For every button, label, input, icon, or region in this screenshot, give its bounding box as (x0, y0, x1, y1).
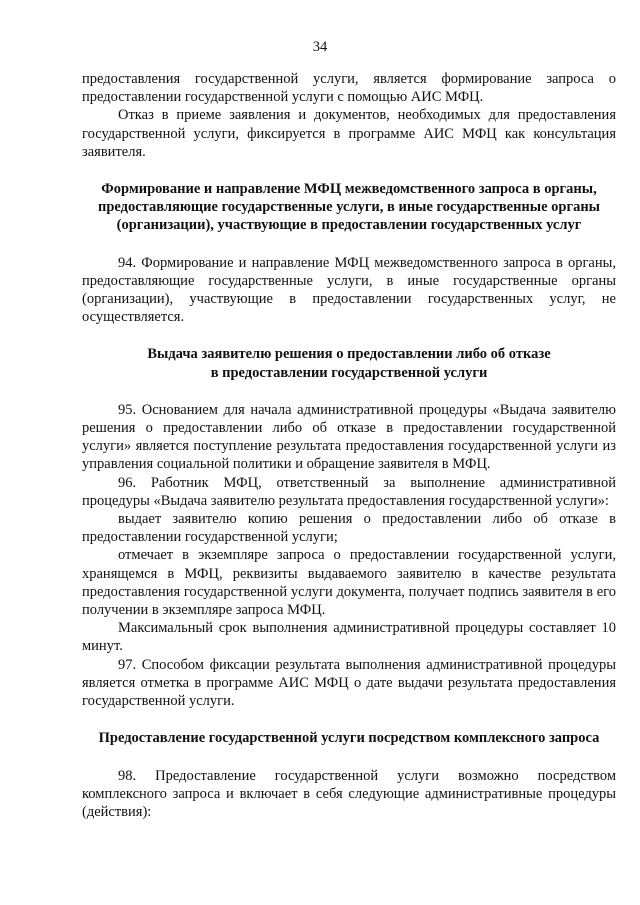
paragraph-97: 97. Способом фиксации результата выполнения административной процедуры является отметка в программе АИС МФЦ о дате выдачи результата предоставления государственной услуги. (82, 656, 616, 710)
section-heading-issuing-decision (82, 345, 616, 381)
paragraph-96-records-details: отмечает в экземпляре запроса о предоставлении государственной услуги, хранящемся в МФЦ, реквизиты выдаваемого заявителю в качестве результата предоставления государственной услуги документа, получает подпись заявителя в его получении в экземпляре запроса МФЦ. (82, 547, 616, 619)
page-content (82, 70, 616, 821)
paragraph-continuation: предоставления государственной услуги, является формирование запроса о предоставлении государственной услуги с помощью АИС МФЦ. (82, 71, 616, 106)
page-number: 34 (312, 39, 328, 55)
paragraph-94: 94. Формирование и направление МФЦ межведомственного запроса в органы, предоставляющие государственные услуги, в иные государственные органы (организации), участвующие в предоставлении государственных услуг, не осуществляется. (82, 254, 616, 326)
paragraph-96-issues-copy: выдает заявителю копию решения о предоставлении либо об отказе в предоставлении государственной услуги; (82, 511, 616, 546)
section-heading-interagency-request: Формирование и направление МФЦ межведомственного запроса в органы, предоставляющие государственные услуги, в иные государственные органы (организации), участвующие в предоставлении государственных услуг (97, 181, 600, 234)
paragraph-98: 98. Предоставление государственной услуги возможно посредством комплексного запроса и включает в себя следующие административные процедуры (действия): (82, 767, 616, 820)
section-heading-complex-request: Предоставление государственной услуги посредством комплексного запроса (98, 730, 600, 747)
paragraph-96-max-time: Максимальный срок выполнения административной процедуры составляет 10 минут. (82, 620, 616, 655)
paragraph-refusal-consultation: Отказ в приеме заявления и документов, необходимых для предоставления государственной услуги, фиксируется в программе АИС МФЦ как консультация заявителя. (82, 107, 616, 160)
paragraph-95: 95. Основанием для начала административной процедуры «Выдача заявителю решения о предоставлении либо об отказе в предоставлении государственной услуги» является поступление результата предоставления государственной услуги из управления социальной политики и обращение заявителя в МФЦ. (82, 401, 616, 473)
section-heading-line-1: Выдача заявителю решения о предоставлении либо об отказе (147, 346, 551, 363)
paragraph-96: 96. Работник МФЦ, ответственный за выполнение административной процедуры «Выдача заявителю результата предоставления государственной услуги»: (82, 474, 616, 509)
section-heading-line-2: в предоставлении государственной услуги (210, 364, 488, 381)
